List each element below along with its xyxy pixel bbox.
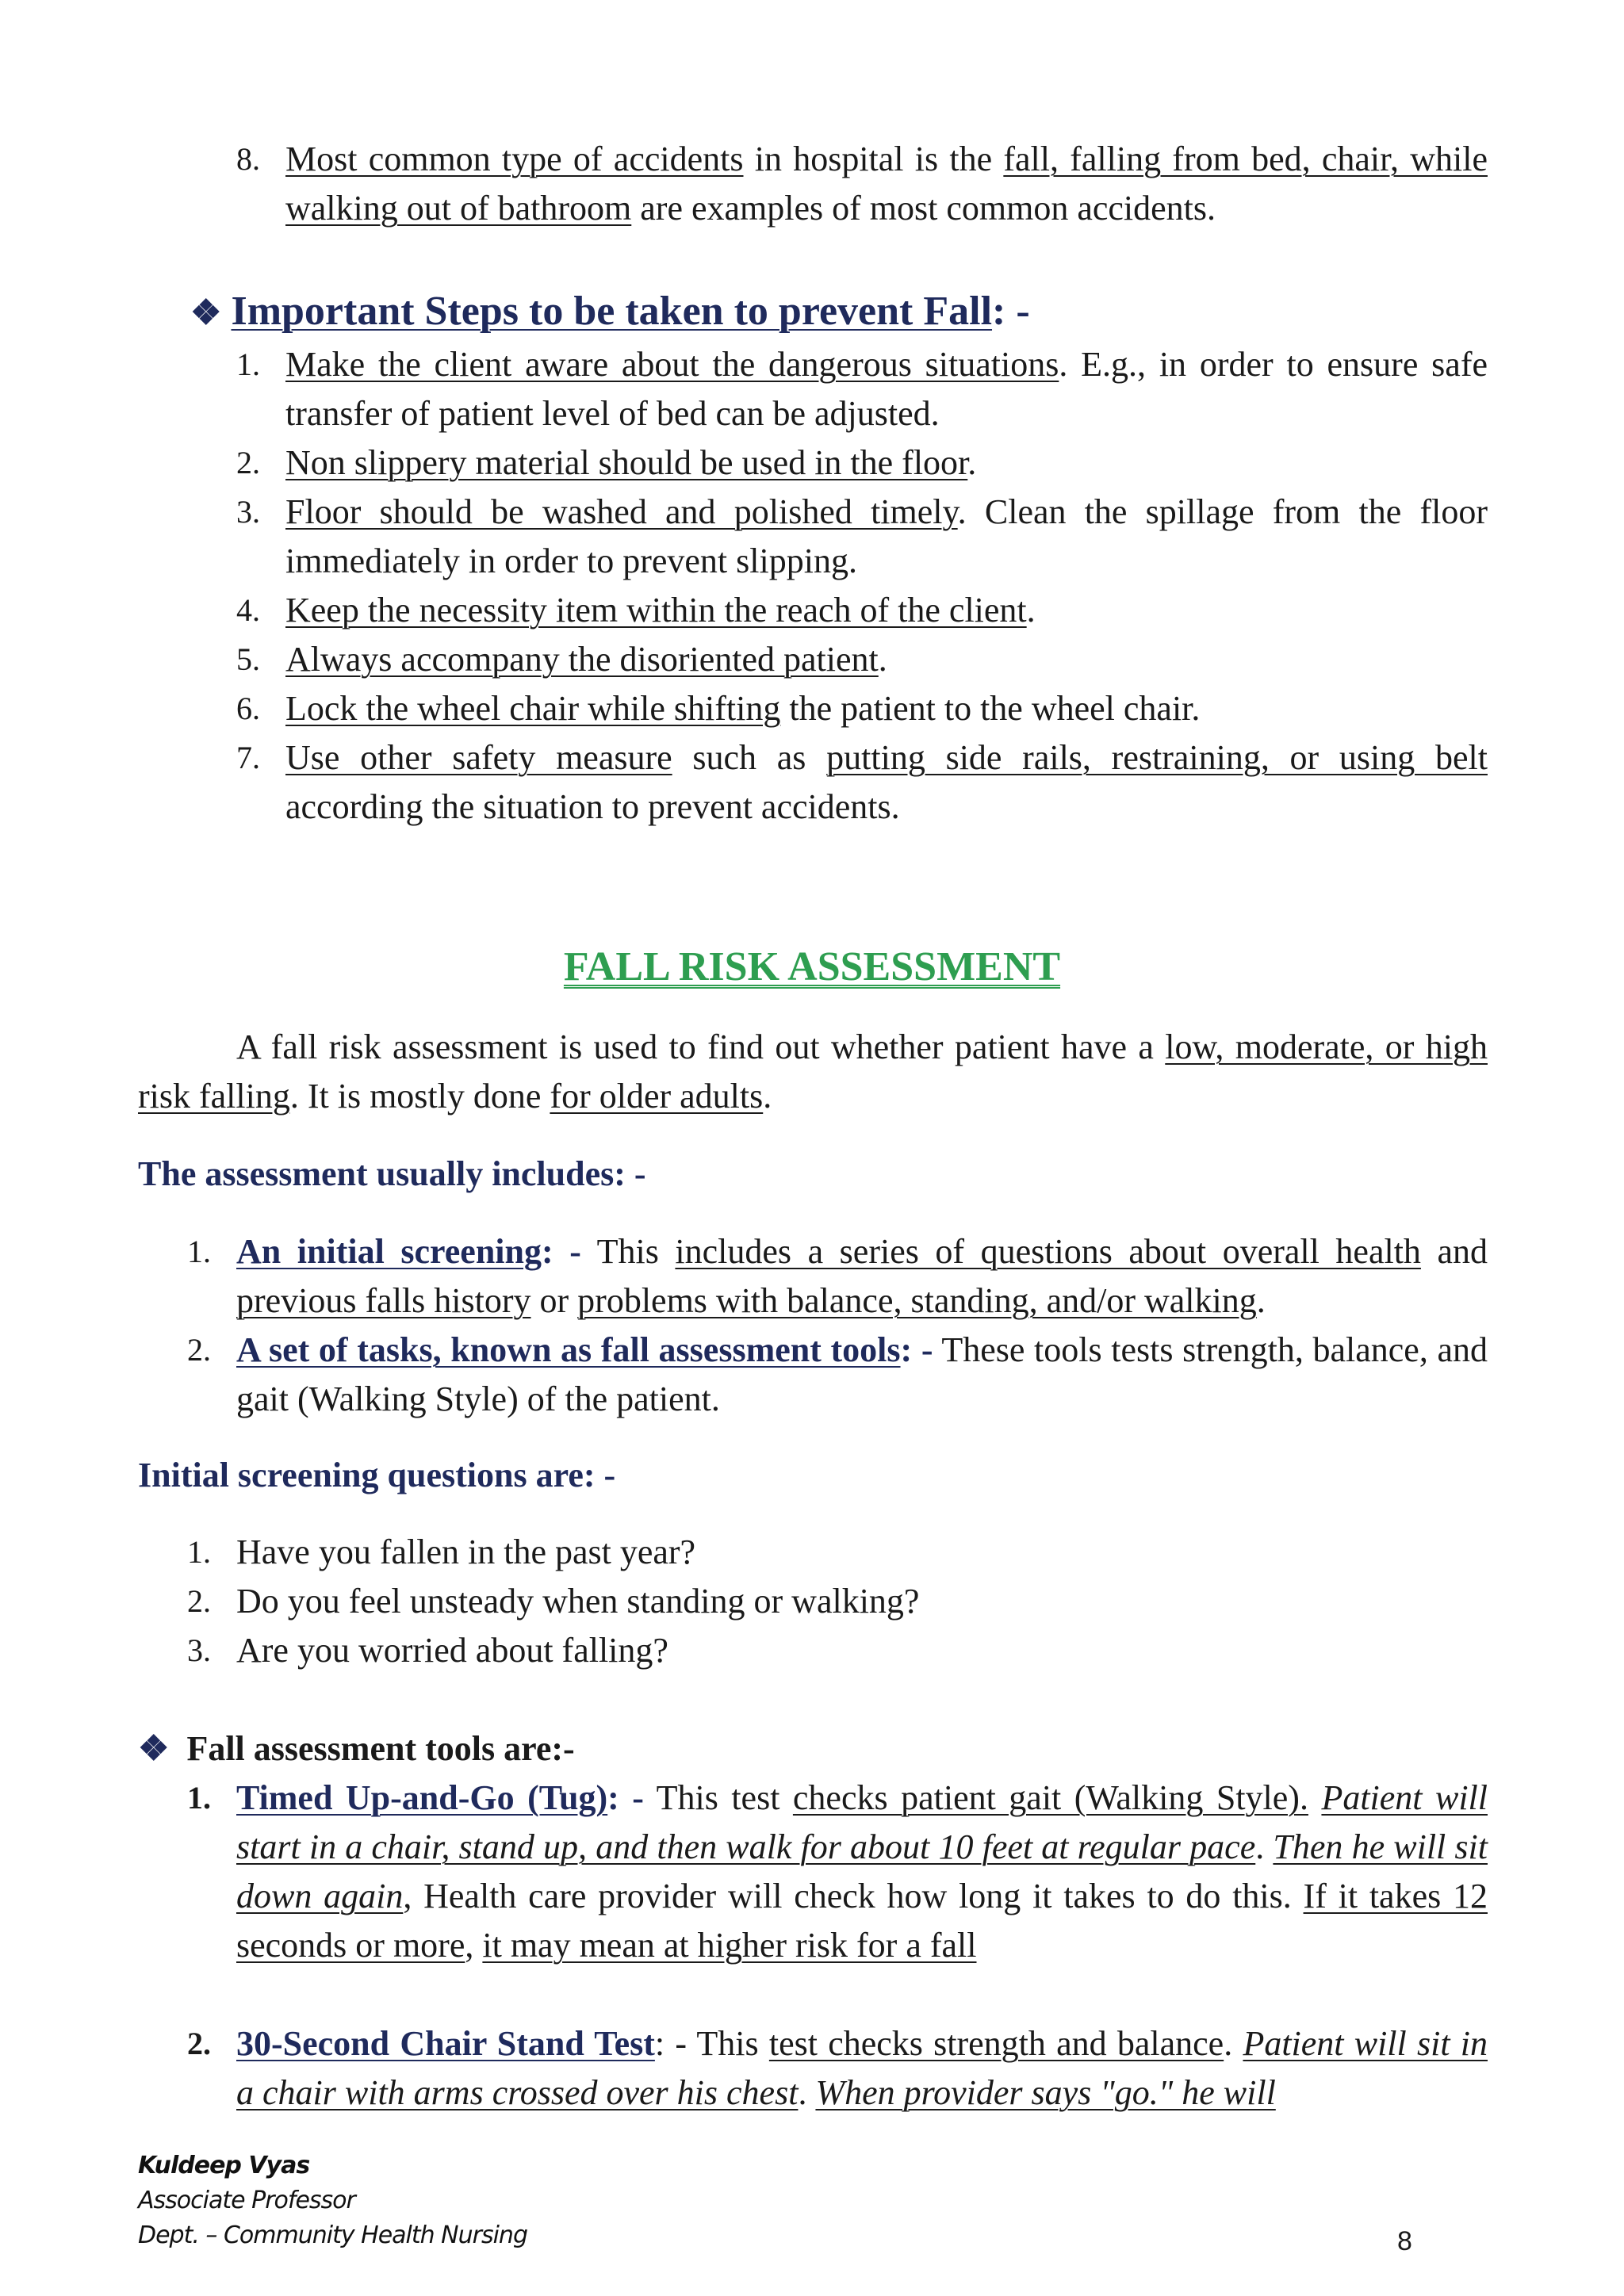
list-item: 4. Keep the necessity item within the reach of the client. — [236, 591, 1036, 629]
list-item: 5. Always accompany the disoriented patient. — [236, 640, 887, 679]
tools-list — [187, 1774, 1488, 2118]
includes-list — [187, 1227, 1488, 1424]
list-item: 7. Use other safety measure such as putting side rails, restraining, or using belt according the situation to prevent accidents. — [236, 738, 1488, 826]
questions-heading: Initial screening questions are: - — [138, 1456, 616, 1494]
tools-heading: ❖ Fall assessment tools are:- — [138, 1729, 575, 1768]
page-number: 8 — [1397, 2226, 1412, 2256]
list-item: 3. Are you worried about falling? — [187, 1631, 668, 1670]
list-item: 1. An initial screening: - This includes a series of questions about overall health and previous falls history or problems with balance, standing, and/or walking. — [187, 1232, 1488, 1320]
list-item: 2. Do you feel unsteady when standing or walking? — [187, 1582, 920, 1621]
list-item: 1. Timed Up-and-Go (Tug): - This test checks patient gait (Walking Style). Patient will start in a chair, stand up, and then walk for about 10 feet at regular pace. Then he will sit down again, Health care provider will check how long it takes to do this. If it takes 12 seconds or more, it may mean at higher risk for a fall — [187, 1778, 1488, 1965]
author-name: Kuldeep Vyas — [138, 2152, 310, 2179]
diamond-bullet-icon: ❖ — [190, 293, 222, 332]
previous-list — [236, 135, 1488, 233]
questions-list — [187, 1528, 1488, 1675]
list-item: 1. Have you fallen in the past year? — [187, 1533, 696, 1571]
list-number: 8. — [236, 141, 260, 177]
page-footer — [138, 2149, 527, 2253]
intro-paragraph: A fall risk assessment is used to find out whether patient have a low, moderate, or high risk falling. It is mostly done for older adults. — [138, 1027, 1488, 1115]
diamond-bullet-icon: ❖ — [138, 1729, 170, 1768]
list-item: 6. Lock the wheel chair while shifting the patient to the wheel chair. — [236, 689, 1201, 728]
list-item: 2. A set of tasks, known as fall assessment tools: - These tools tests strength, balance, and gait (Walking Style) of the patient. — [187, 1330, 1488, 1418]
list-item: 8. Most common type of accidents in hospital is the fall, falling from bed, chair, while walking out of bathroom are examples of most common accidents. — [285, 135, 1488, 233]
prevention-heading: ❖ Important Steps to be taken to prevent Fall: - — [190, 289, 1030, 334]
author-role: Associate Professor — [138, 2187, 355, 2214]
list-item: 1. Make the client aware about the dangerous situations. E.g., in order to ensure safe transfer of patient level of bed can be adjusted. — [236, 345, 1488, 433]
section-title: FALL RISK ASSESSMENT — [563, 944, 1061, 989]
list-item: 3. Floor should be washed and polished timely. Clean the spillage from the floor immediately in order to prevent slipping. — [236, 492, 1488, 580]
list-item: 2. Non slippery material should be used in the floor. — [236, 443, 977, 482]
author-department: Dept. – Community Health Nursing — [138, 2221, 527, 2249]
includes-heading: The assessment usually includes: - — [138, 1154, 646, 1193]
list-item: 2. 30-Second Chair Stand Test: - This test checks strength and balance. Patient will sit in a chair with arms crossed over his chest. When provider says "go." he will — [187, 2024, 1488, 2112]
prevention-steps-list — [236, 340, 1488, 832]
